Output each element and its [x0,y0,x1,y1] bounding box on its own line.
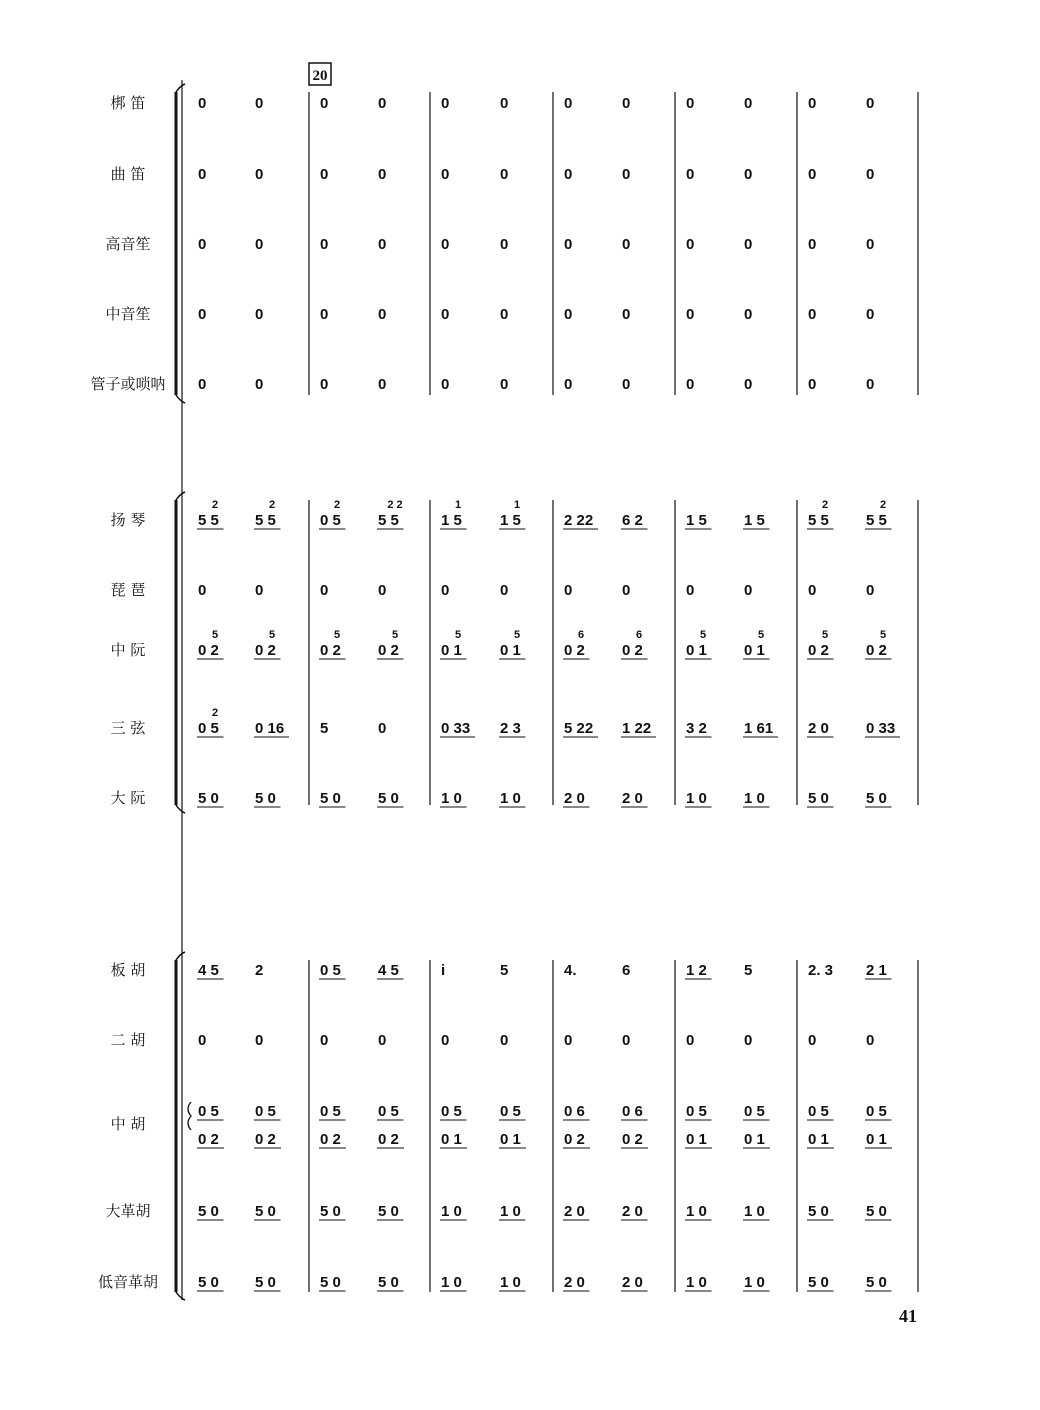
note-group: 1 0 [500,1203,521,1220]
note-group: 0 2 [255,642,276,659]
upper-note: 5 [391,629,399,641]
note-group: 0 [255,236,264,253]
note-group: 4 5 [378,962,399,979]
staff-row [111,961,892,979]
note-group: 0 6 [564,1103,585,1120]
note-group: 1 5 [686,512,707,529]
note-group: 6 2 [622,512,643,529]
note-group: 1 2 [686,962,707,979]
note-group: 5 22 [564,720,594,737]
lower-note-group: 0 1 [500,1131,521,1148]
note-group: 1 0 [744,790,765,807]
upper-note: 2 [211,499,219,511]
note-group: 5 0 [378,1274,399,1291]
note-group: 0 [378,306,387,323]
note-group: 0 [255,1032,264,1049]
note-group: 0 1 [500,642,521,659]
staff-row [90,375,874,393]
note-group: 0 [808,95,817,112]
note-group: 2 0 [564,1274,585,1291]
note-group: 0 [744,376,753,393]
note-group: 0 5 [198,720,219,737]
note-group: 0 [378,582,387,599]
note-group: 0 5 [686,1103,707,1120]
page-number: 41 [899,1306,917,1326]
instrument-label: 曲 笛 [110,165,146,183]
note-group: 0 [320,1032,329,1049]
note-group: 0 [686,376,695,393]
note-group: 5 0 [255,790,276,807]
instrument-label: 琵 琶 [110,581,146,599]
note-group: 2 0 [808,720,829,737]
upper-note: 6 [577,629,585,641]
upper-note: 2 [333,499,341,511]
note-group: 5 0 [866,1203,887,1220]
note-group: 0 5 [866,1103,887,1120]
note-group: 0 [378,376,387,393]
note-group: 5 0 [320,1203,341,1220]
note-group: 5 [500,962,509,979]
note-group: 0 [320,306,329,323]
upper-note: 2 2 [387,499,403,511]
note-group: 0 [744,166,753,183]
note-group: 5 0 [255,1274,276,1291]
note-group: 0 [866,376,875,393]
note-group: 0 [622,166,631,183]
note-group: 0 5 [255,1103,276,1120]
note-group: 0 [198,1032,207,1049]
note-group: 0 [564,376,573,393]
note-group: 0 [808,236,817,253]
note-group: 0 [500,306,509,323]
note-group: 0 [378,1032,387,1049]
note-group: 0 [378,236,387,253]
note-group: 5 0 [866,1274,887,1291]
note-group: 0 [198,582,207,599]
note-group: 2 1 [866,962,887,979]
lower-note-group: 0 2 [320,1131,341,1148]
note-group: 0 [866,236,875,253]
instrument-label: 板 胡 [110,961,146,979]
staff-row [105,235,874,253]
instrument-label: 大革胡 [105,1202,151,1220]
note-group: 0 [500,236,509,253]
note-group: 0 [441,1032,450,1049]
note-group: 1 5 [500,512,521,529]
note-group: 1 0 [500,1274,521,1291]
note-group: 0 2 [198,642,219,659]
note-group: 0 [866,306,875,323]
note-group: 5 0 [255,1203,276,1220]
note-group: 0 [441,306,450,323]
note-group: 0 [744,582,753,599]
note-group: 0 [808,306,817,323]
note-group: 0 [622,95,631,112]
note-group: 0 2 [622,642,643,659]
note-group: 0 2 [866,642,887,659]
note-group: 0 [866,95,875,112]
note-group: 0 [198,236,207,253]
note-group: 5 0 [378,1203,399,1220]
note-group: 0 [198,376,207,393]
note-group: 0 [866,1032,875,1049]
note-group: 2 [255,962,264,979]
note-group: 0 [500,166,509,183]
instrument-label: 高音笙 [105,235,151,253]
note-group: 0 [198,166,207,183]
rehearsal-mark: 20 [312,68,328,84]
note-group: 2. 3 [808,962,834,979]
note-group: 0 33 [441,720,471,737]
note-group: 5 [744,962,753,979]
note-group: 5 0 [378,790,399,807]
staff-row [111,707,900,737]
staff-row [111,94,875,112]
note-group: 0 [255,166,264,183]
staff-row [98,1273,892,1291]
note-group: 0 [622,582,631,599]
note-group: 0 [686,166,695,183]
note-group: 0 [564,582,573,599]
staff-row [111,1102,892,1148]
note-group: 5 5 [255,512,276,529]
upper-note: 1 [513,499,521,511]
note-group: 1 22 [622,720,652,737]
note-group: 5 5 [808,512,829,529]
note-group: 0 2 [320,642,341,659]
instrument-label: 扬 琴 [110,511,146,529]
staff-row [105,1202,891,1220]
note-group: 0 [622,1032,631,1049]
note-group: 1 5 [744,512,765,529]
note-group: 0 [564,166,573,183]
upper-note: 5 [513,629,521,641]
note-group: 0 5 [744,1103,765,1120]
note-group: 0 [255,95,264,112]
note-group: 0 5 [378,1103,399,1120]
note-group: 0 [686,236,695,253]
note-group: 0 [500,95,509,112]
note-group: 0 2 [808,642,829,659]
note-group: 0 [198,306,207,323]
note-group: 0 [622,376,631,393]
note-group: 0 2 [378,642,399,659]
note-group: 2 3 [500,720,521,737]
note-group: 5 5 [378,512,399,529]
upper-note: 6 [635,629,643,641]
note-group: 0 [378,95,387,112]
note-group: 1 0 [686,1274,707,1291]
note-group: 1 5 [441,512,462,529]
note-group: 0 [500,1032,509,1049]
upper-note: 2 [879,499,887,511]
instrument-label: 管子或唢呐 [90,375,166,393]
upper-note: 5 [268,629,276,641]
note-group: 0 [744,95,753,112]
instrument-label: 中音笙 [105,305,151,323]
note-group: 0 [808,1032,817,1049]
note-group: 0 5 [500,1103,521,1120]
note-group: 1 0 [441,790,462,807]
staff-row [111,581,875,599]
upper-note: 2 [268,499,276,511]
note-group: 1 0 [686,1203,707,1220]
note-group: 0 [500,376,509,393]
note-group: 0 [441,376,450,393]
instrument-group [111,492,918,813]
note-group: 0 [866,166,875,183]
lower-note-group: 0 1 [866,1131,887,1148]
note-group: 4 5 [198,962,219,979]
note-group: 0 [500,582,509,599]
note-group: 0 [808,582,817,599]
upper-note: 5 [211,629,219,641]
note-group: 0 [255,376,264,393]
upper-note: 5 [454,629,462,641]
lower-note-group: 0 2 [198,1131,219,1148]
note-group: 0 5 [808,1103,829,1120]
note-group: 0 [866,582,875,599]
note-group: 5 0 [808,1274,829,1291]
note-group: 1 61 [744,720,774,737]
upper-note: 5 [699,629,707,641]
note-group: 0 [564,236,573,253]
instrument-label: 二 胡 [110,1031,146,1049]
note-group: 0 16 [255,720,285,737]
note-group: 0 [744,306,753,323]
note-group: 0 [320,236,329,253]
note-group: 0 [622,236,631,253]
note-group: 0 [320,95,329,112]
note-group: 3 2 [686,720,707,737]
note-group: 0 [320,582,329,599]
note-group: 5 5 [198,512,219,529]
note-group: 5 0 [808,790,829,807]
lower-note-group: 0 2 [564,1131,585,1148]
divisi-brace [188,1102,191,1130]
note-group: 0 [441,582,450,599]
lower-note-group: 0 1 [808,1131,829,1148]
staff-row [111,499,892,529]
note-group: 5 0 [866,790,887,807]
note-group: 0 [808,166,817,183]
instrument-label: 低音革胡 [97,1273,159,1291]
note-group: 2 0 [564,790,585,807]
note-group: 0 [686,582,695,599]
upper-note: 5 [333,629,341,641]
note-group: 1 0 [441,1203,462,1220]
note-group: 0 33 [866,720,896,737]
note-group: 5 0 [198,1274,219,1291]
note-group: 0 [686,306,695,323]
note-group: 0 [320,376,329,393]
lower-note-group: 0 2 [378,1131,399,1148]
note-group: 1 0 [744,1203,765,1220]
note-group: 0 5 [441,1103,462,1120]
note-group: 1 0 [441,1274,462,1291]
upper-note: 5 [757,629,765,641]
note-group: 1 0 [686,790,707,807]
lower-note-group: 0 1 [686,1131,707,1148]
note-group: 0 5 [320,1103,341,1120]
instrument-group [98,952,918,1300]
note-group: 2 22 [564,512,594,529]
note-group: 0 [441,95,450,112]
upper-note: 5 [879,629,887,641]
instrument-label: 三 弦 [110,719,146,737]
note-group: 2 0 [564,1203,585,1220]
note-group: 0 5 [320,512,341,529]
note-group: 0 5 [198,1103,219,1120]
note-group: 5 0 [198,1203,219,1220]
note-group: 5 5 [866,512,887,529]
note-group: 1 0 [744,1274,765,1291]
note-group: 2 0 [622,1274,643,1291]
lower-note-group: 0 1 [441,1131,462,1148]
note-group: 0 5 [320,962,341,979]
note-group: 0 [564,95,573,112]
lower-note-group: 0 2 [255,1131,276,1148]
note-group: i [441,962,446,979]
note-group: 0 [744,236,753,253]
note-group: 0 1 [686,642,707,659]
note-group: 0 [441,166,450,183]
note-group: 0 [744,1032,753,1049]
note-group: 1 0 [500,790,521,807]
note-group: 0 1 [744,642,765,659]
note-group: 0 [378,720,387,737]
instrument-group [90,84,918,403]
note-group: 0 [198,95,207,112]
upper-note: 2 [821,499,829,511]
upper-note: 5 [821,629,829,641]
note-group: 6 [622,962,631,979]
staff-row [111,629,892,659]
note-group: 4. [564,962,577,979]
note-group: 0 [255,306,264,323]
note-group: 0 2 [564,642,585,659]
note-group: 0 [808,376,817,393]
instrument-label: 梆 笛 [110,94,146,112]
note-group: 0 1 [441,642,462,659]
lower-note-group: 0 1 [744,1131,765,1148]
note-group: 0 [686,1032,695,1049]
lower-note-group: 0 2 [622,1131,643,1148]
note-group: 2 0 [622,790,643,807]
note-group: 0 [320,166,329,183]
note-group: 0 [441,236,450,253]
note-group: 0 [378,166,387,183]
note-group: 0 [564,306,573,323]
note-group: 5 0 [320,790,341,807]
note-group: 0 [686,95,695,112]
note-group: 5 0 [808,1203,829,1220]
note-group: 0 [564,1032,573,1049]
staff-row [105,305,874,323]
note-group: 5 [320,720,329,737]
note-group: 5 0 [198,790,219,807]
upper-note: 2 [211,707,219,719]
instrument-label: 中 胡 [110,1115,146,1133]
staff-row [111,1031,875,1049]
note-group: 5 0 [320,1274,341,1291]
note-group: 0 6 [622,1103,643,1120]
note-group: 0 [622,306,631,323]
note-group: 2 0 [622,1203,643,1220]
instrument-groups [90,84,918,1300]
upper-note: 1 [454,499,462,511]
staff-row [111,165,875,183]
instrument-label: 中 阮 [110,641,146,659]
staff-row [111,789,892,807]
instrument-label: 大 阮 [110,789,146,807]
note-group: 0 [255,582,264,599]
